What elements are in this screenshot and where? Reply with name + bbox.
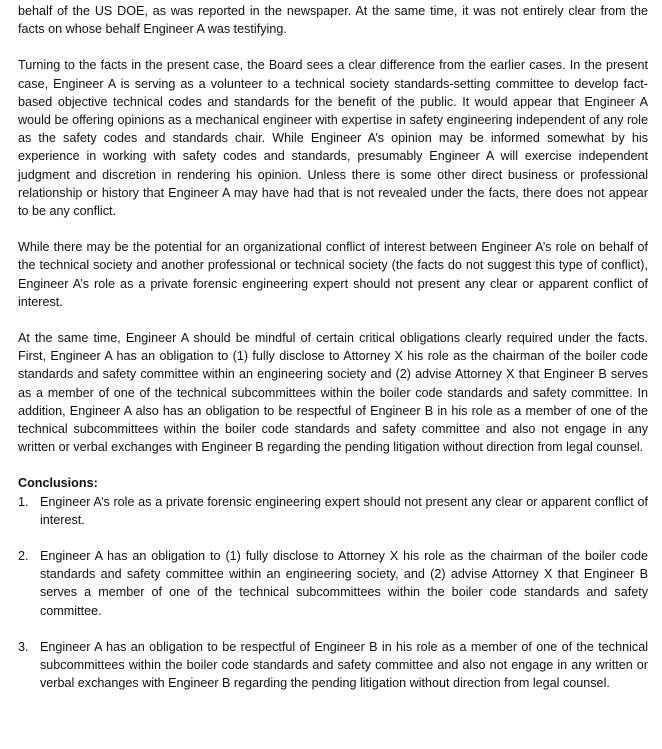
conclusion-number: 2. [18,549,29,564]
conclusion-text: Engineer A has an obligation to be respectful of Engineer B in his role as a member of one of the technical subcommittees within the boiler code standards and safety committee and also not engage in any written or verbal exchanges with Engineer B regarding the pending litigation without direction from legal counsel. [40,639,648,691]
conclusion-item-1 [18,493,648,529]
conclusion-item-2 [18,547,648,620]
conclusions-heading: Conclusions: [18,476,98,491]
body-paragraph-3: While there may be the potential for an organizational conflict of interest between Engineer A’s role on behalf of the technical society and another professional or technical society (the facts do not suggest this type of conflict), Engineer A’s role as a private forensic engineering expert should not present any clear or apparent conflict of interest. [18,240,648,309]
conclusions-section [18,474,648,692]
body-paragraph-2: Turning to the facts in the present case, the Board sees a clear difference from the earlier cases. In the present case, Engineer A is serving as a volunteer to a technical society standards-setting committee to develop fact-based objective technical codes and standards for the benefit of the public. It would appear that Engineer A would be offering opinions as a mechanical engineer with expertise in safety engineering independent of any role as the safety codes and standards chair. While Engineer A’s opinion may be informed somewhat by his experience in working with safety codes and standards, presumably Engineer A will exercise independent judgment and discretion in rendering his opinion. Unless there is some other direct business or professional relationship or history that Engineer A may have had that is not revealed under the facts, there does not appear to be any conflict. [18,58,648,219]
conclusion-text: Engineer A’s role as a private forensic engineering expert should not present any clear or apparent conflict of interest. [40,494,648,527]
body-paragraph-4: At the same time, Engineer A should be mindful of certain critical obligations clearly required under the facts. First, Engineer A has an obligation to (1) fully disclose to Attorney X his role as the chairman of the boiler code standards and safety committee within an engineering society and (2) advise Attorney X that Engineer B serves as a member of one of the technical subcommittees within the boiler code standards and safety committee. In addition, Engineer A also has an obligation to be respectful of Engineer B in his role as a member of one of the technical subcommittees within the boiler code standards and safety committee and also not engage in any written or verbal exchanges with Engineer B regarding the pending litigation without direction from legal counsel. [18,331,648,455]
conclusion-item-3 [18,638,648,693]
body-paragraph-1: behalf of the US DOE, as was reported in the newspaper. At the same time, it was not entirely clear from the facts on whose behalf Engineer A was testifying. [18,4,648,37]
conclusion-number: 3. [18,639,29,654]
document-page [18,0,648,711]
conclusion-text: Engineer A has an obligation to (1) fully disclose to Attorney X his role as the chairman of the boiler code standards and safety committee within an engineering society, and (2) advise Attorney X that Engineer B serves a member of one of the technical subcommittees within the boiler code standards and safety committee. [40,549,648,618]
conclusions-list [18,493,648,693]
conclusion-number: 1. [18,494,29,509]
